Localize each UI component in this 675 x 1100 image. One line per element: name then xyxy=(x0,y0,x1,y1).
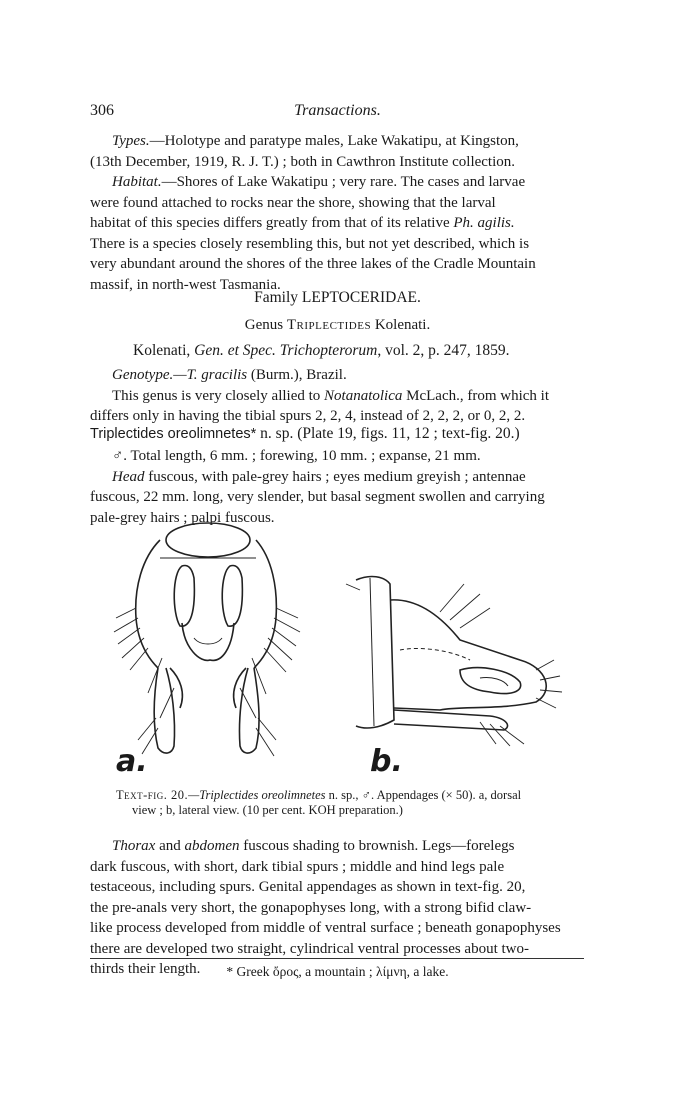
genus-name: Triplectides xyxy=(286,317,372,333)
running-title: Transactions. xyxy=(294,102,381,119)
thorax-line-4: the pre-anals very short, the gonapophyses long, with a strong bifid claw- xyxy=(90,899,532,916)
citation: Kolenati, Gen. et Spec. Trichopterorum, vol. 2, p. 247, 1859. xyxy=(133,342,510,359)
head-line-2: fuscous, 22 mm. long, very slender, but basal segment swollen and carrying xyxy=(90,489,545,505)
thorax-line-5: like process developed from middle of ventral surface ; beneath gonapophyses xyxy=(90,920,561,936)
genotype-block xyxy=(90,365,584,427)
habitat-line-3: habitat of this species differs greatly from that of its relative Ph. agilis. xyxy=(90,215,515,231)
types-line-1: Types.—Holotype and paratype males, Lake Wakatipu, at Kingston, xyxy=(112,133,519,149)
types-line-2: (13th December, 1919, R. J. T.) ; both in Cawthron Institute collection. xyxy=(90,153,516,170)
species-name: Triplectides oreolimnetes* xyxy=(90,426,257,442)
types-habitat-block xyxy=(90,131,584,295)
habitat-label: Habitat. xyxy=(112,174,162,190)
habitat-line-2: were found attached to rocks near the shore, showing that the larval xyxy=(90,194,496,211)
genus-heading: Genus Triplectides Kolenati. xyxy=(244,317,431,333)
species-heading: Triplectides oreolimnetes* n. sp. (Plate 19, figs. 11, 12 ; text-fig. 20.) xyxy=(90,425,520,442)
measurements-line: ♂. Total length, 6 mm. ; forewing, 10 mm. ; expanse, 21 mm. xyxy=(112,448,481,464)
family-heading: Family LEPTOCERIDAE. xyxy=(254,289,421,306)
habitat-line-1: Habitat.—Shores of Lake Wakatipu ; very rare. The cases and larvae xyxy=(112,174,526,190)
figure-caption-line-2: view ; b, lateral view. (10 per cent. KOH preparation.) xyxy=(132,803,403,817)
page-number: 306 xyxy=(90,102,114,119)
thorax-line-2: dark fuscous, with short, dark tibial spurs ; middle and hind legs pale xyxy=(90,858,505,875)
habitat-line-4: There is a species closely resembling this, but not yet described, which is xyxy=(90,235,530,252)
thorax-line-3: testaceous, including spurs. Genital appendages as shown in text-fig. 20, xyxy=(90,879,526,895)
description-block xyxy=(90,446,584,528)
figure-caption-line-1: Text-fig. 20.—Triplectides oreolimnetes n. sp., ♂. Appendages (× 50). a, dorsal xyxy=(116,788,522,802)
thorax-line-6: there are developed two straight, cylindrical ventral processes about two- xyxy=(90,940,530,957)
footnote: * Greek ὄρος, a mountain ; λίμνη, a lake. xyxy=(226,964,449,979)
figure-label-b: b. xyxy=(370,744,403,779)
caption-prefix: Text-fig. 20. xyxy=(116,788,189,802)
genotype-line: Genotype.—T. gracilis (Burm.), Brazil. xyxy=(112,367,347,383)
habitat-line-5: very abundant around the shores of the three lakes of the Cradle Mountain xyxy=(90,256,536,272)
figure-b-lateral-view xyxy=(340,560,570,760)
thorax-line-1: Thorax and abdomen fuscous shading to brownish. Legs—forelegs xyxy=(112,838,515,854)
footnote-rule xyxy=(90,958,584,959)
types-label: Types. xyxy=(112,133,150,149)
head-line-3: pale-grey hairs ; palpi fuscous. xyxy=(90,509,275,526)
habitat-line-6: massif, in north-west Tasmania. xyxy=(90,276,281,293)
head-line-1: Head fuscous, with pale-grey hairs ; eyes medium greyish ; antennae xyxy=(112,468,526,485)
thorax-line-7: thirds their length. xyxy=(90,961,201,977)
genus-para-line-1: This genus is very closely allied to Notanatolica McLach., from which it xyxy=(112,387,550,404)
figure-a-dorsal-view xyxy=(100,518,320,768)
genus-para-line-2: differs only in having the tibial spurs 2, 2, 4, instead of 2, 2, 2, or 0, 2, 2. xyxy=(90,408,526,424)
figure-label-a: a. xyxy=(116,744,148,779)
